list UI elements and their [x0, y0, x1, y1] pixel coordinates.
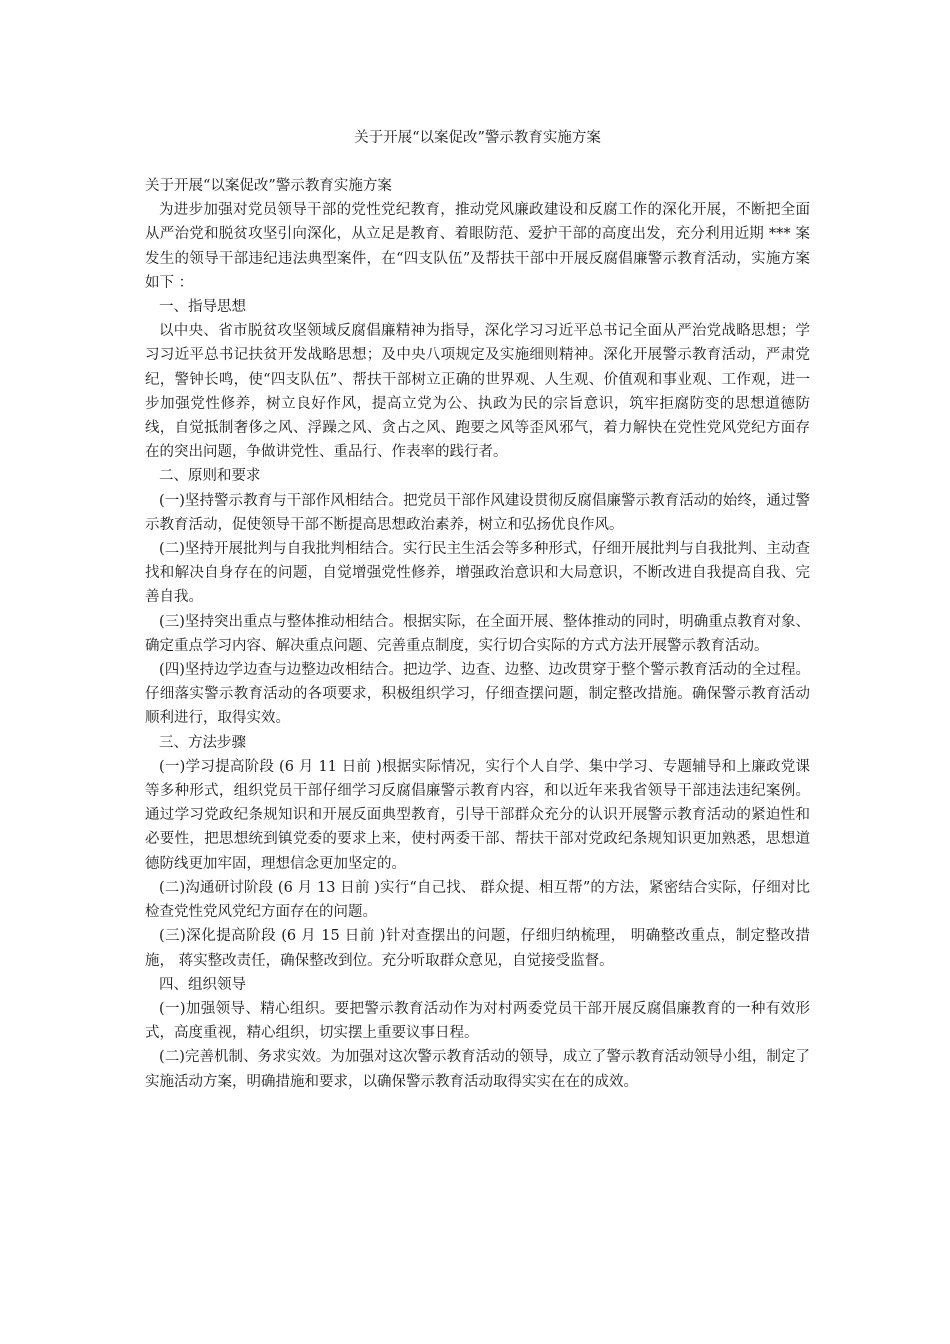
section-heading-steps: 三、方法步骤: [159, 734, 246, 751]
paragraph-step-2: (二)沟通研讨阶段 (6 月 13 日前 )实行“自己找、 群众提、相互帮”的方法，紧密结合实际，仔细对比检查党性党风党纪方面存在的问题。: [145, 879, 810, 921]
body-title-line: 关于开展“以案促改”警示教育实施方案: [145, 178, 392, 194]
paragraph-principle-2: (二)坚持开展批判与自我批判相结合。实行民主生活会等多种形式，仔细开展批判与自我批判、主动查找和解决自身存在的问题，自觉增强党性修养，增强政治意识和大局意识，不断改进自我提高自我、完善自我。: [145, 541, 810, 606]
paragraph-principle-1: (一)坚持警示教育与干部作风相结合。把党员干部作风建设贯彻反腐倡廉警示教育活动的始终，通过警示教育活动，促使领导干部不断提高思想政治素养，树立和弘扬优良作风。: [145, 492, 810, 533]
section-heading-organization: 四、组织领导: [159, 976, 246, 993]
paragraph-principle-3: (三)坚持突出重点与整体推动相结合。根据实际，在全面开展、整体推动的同时，明确重点教育对象、确定重点学习内容、解决重点问题、完善重点制度，实行切合实际的方式方法开展警示教育活动。: [145, 613, 810, 654]
paragraph-organization-2: (二)完善机制、务求实效。为加强对这次警示教育活动的领导，成立了警示教育活动领导小组，制定了实施活动方案，明确措施和要求，以确保警示教育活动取得实实在在的成效。: [145, 1049, 810, 1090]
document-title: 关于开展“以案促改”警示教育实施方案: [354, 130, 601, 146]
section-heading-guiding-thought: 一、指导思想: [159, 299, 246, 316]
paragraph-step-3: (三)深化提高阶段 (6 月 15 日前 )针对查摆出的问题，仔细归纳梳理， 明确整改重点，制定整改措施， 蒋实整改责任，确保整改到位。充分听取群众意见，自觉接受监督。: [145, 928, 810, 969]
document-body: [145, 174, 810, 1094]
section-heading-principles: 二、原则和要求: [159, 468, 261, 485]
intro-paragraph: 为进步加强对党员领导干部的党性党纪教育，推动党风廉政建设和反腐工作的深化开展，不断把全面从严治党和脱贫攻坚引向深化，从立足是教育、着眼防范、爱护干部的高度出发，充分利用近期 *** 案发生的领导干部违纪违法典型案件，在“四支队伍”及帮扶干部中开展反腐倡廉警示教育活动，实施方案如下 ：: [145, 202, 810, 291]
paragraph-guiding-thought: 以中央、省市脱贫攻坚领域反腐倡廉精神为指导，深化学习习近平总书记全面从严治党战略思想；学习习近平总书记扶贫开发战略思想；及中央八项规定及实施细则精神。深化开展警示教育活动，严肃党纪，警钟长鸣，使“四支队伍”、帮扶干部树立正确的世界观、人生观、价值观和事业观、工作观，进一步加强党性修养，树立良好作风，提高立党为公、执政为民的宗旨意识，筑牢拒腐防变的思想道德防线，自觉抵制奢侈之风、浮躁之风、贪占之风、跑要之风等歪风邪气，着力解快在党性党风党纪方面存在的突出问题，争做讲党性、重品行、作表率的践行者。: [145, 323, 810, 461]
paragraph-step-1: (一)学习提高阶段 (6 月 11 日前 )根据实际情况，实行个人自学、集中学习、专题辅导和上廉政党课等多种形式，组织党员干部仔细学习反腐倡廉警示教育内容，和以近年来我省领导干部违法违纪案例。通过学习党政纪条规知识和开展反面典型教育，引导干部群众充分的认识开展警示教育活动的紧迫性和必要性，把思想统到镇党委的要求上来，使村两委干部、帮扶干部对党政纪条规知识更加熟悉，思想道德防线更加牢固，理想信念更加坚定的。: [145, 758, 810, 872]
paragraph-principle-4: (四)坚持边学边查与边整边改相结合。把边学、边查、边整、边改贯穿于整个警示教育活动的全过程。仔细落实警示教育活动的各项要求，积极组织学习，仔细查摆问题，制定整改措施。确保警示教育活动顺利进行，取得实效。: [145, 662, 810, 727]
paragraph-organization-1: (一)加强领导、精心组织。要把警示教育活动作为对村两委党员干部开展反腐倡廉教育的一种有效形式，高度重视，精心组织，切实摆上重要议事日程。: [145, 1000, 810, 1042]
